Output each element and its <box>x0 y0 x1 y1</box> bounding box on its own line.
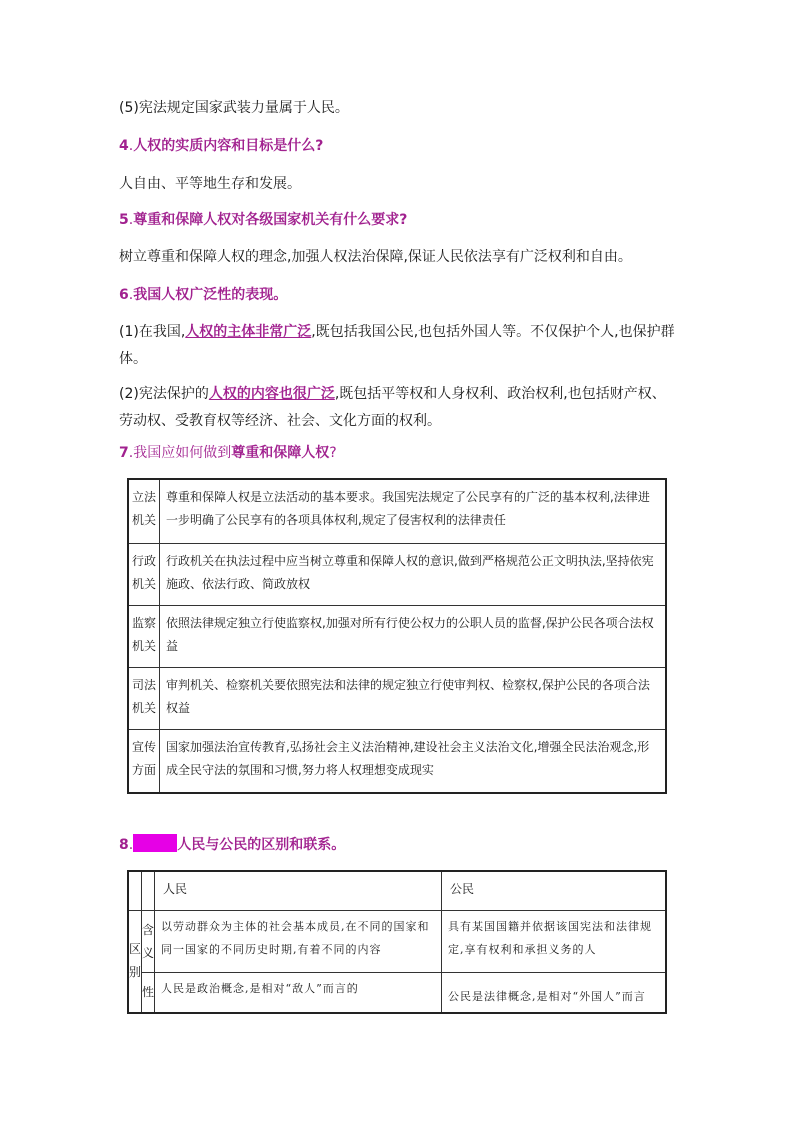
question-6 <box>119 282 679 309</box>
answer-suffix: ,既包括平等权和人身权利、政治权利,也包括财产权、劳动权、受教育权等经济、社会、文化方面的权利。 <box>119 386 666 429</box>
table-cell-value: 行政机关在执法过程中应当树立尊重和保障人权的意识,做到严格规范公正文明执法,坚持依宪施政、依法行政、简政放权 <box>160 543 667 605</box>
question-4 <box>119 133 679 160</box>
answer-6-1 <box>119 319 679 373</box>
table-cell-key: 宣传方面 <box>128 729 160 793</box>
people-citizen-table <box>127 870 667 1014</box>
answer-5: 树立尊重和保障人权的理念,加强人权法治保障,保证人民依法享有广泛权利和自由。 <box>119 249 632 265</box>
question-text: 人民与公民的区别和联系。 <box>177 837 346 853</box>
underlined-key-phrase: 人权的主体非常广泛 <box>185 324 312 340</box>
question-text-b: 尊重和保障人权 <box>231 445 330 461</box>
table-row <box>128 667 666 729</box>
question-text-c: ? <box>329 445 337 461</box>
answer-prefix: (2)宪法保护的 <box>119 386 209 402</box>
question-7 <box>119 440 679 467</box>
question-number: 4 <box>119 138 129 154</box>
highlight-mark <box>133 834 177 852</box>
question-number: 6 <box>119 287 129 303</box>
table-cell-people: 以劳动群众为主体的社会基本成员,在不同的国家和同一国家的不同历史时期,有着不同的内容 <box>155 911 442 973</box>
table-corner-cell <box>142 871 155 911</box>
table-cell-citizen: 公民是法律概念,是相对“外国人”而言 <box>442 973 666 1013</box>
question-text: 我国人权广泛性的表现。 <box>133 287 288 303</box>
column-header-citizen: 公民 <box>442 871 666 911</box>
table-corner-cell <box>128 871 142 911</box>
question-5 <box>119 207 679 234</box>
question-text: 人权的实质内容和目标是什么? <box>133 138 324 154</box>
question-text-a: 我国应如何做到 <box>133 445 232 461</box>
table-cell-key: 行政机关 <box>128 543 160 605</box>
table-row <box>128 479 666 543</box>
table-row <box>128 911 666 973</box>
table-cell-key: 监察机关 <box>128 605 160 667</box>
table-cell-value: 审判机关、检察机关要依照宪法和法律的规定独立行使审判权、检察权,保护公民的各项合法权益 <box>160 667 667 729</box>
table-header-row <box>128 871 666 911</box>
question-dot: . <box>128 138 134 154</box>
question-dot: . <box>128 287 134 303</box>
organs-requirements-table <box>127 478 667 794</box>
question-dot: . <box>128 837 134 853</box>
table-cell-key: 司法机关 <box>128 667 160 729</box>
table-row <box>128 543 666 605</box>
column-header-people: 人民 <box>155 871 442 911</box>
question-dot: . <box>128 445 134 461</box>
question-dot: . <box>128 212 134 228</box>
table-cell-key: 立法机关 <box>128 479 160 543</box>
question-text: 尊重和保障人权对各级国家机关有什么要求? <box>133 212 408 228</box>
question-number: 8 <box>119 837 129 853</box>
answer-4: 人自由、平等地生存和发展。 <box>119 176 301 192</box>
answer-prefix: (1)在我国, <box>119 324 186 340</box>
row-label: 性 <box>142 973 155 1013</box>
question-number: 7 <box>119 445 129 461</box>
answer-suffix: ,既包括我国公民,也包括外国人等。不仅保护个人,也保护群体。 <box>119 324 675 367</box>
table-row <box>128 729 666 793</box>
row-group-label: 区别 <box>128 911 142 1013</box>
row-label: 含义 <box>142 911 155 973</box>
underlined-key-phrase: 人权的内容也很广泛 <box>208 386 335 402</box>
question-8 <box>119 832 679 859</box>
table-cell-value: 国家加强法治宣传教育,弘扬社会主义法治精神,建设社会主义法治文化,增强全民法治观念,形成全民守法的氛围和习惯,努力将人权理想变成现实 <box>160 729 667 793</box>
table-row <box>128 973 666 1013</box>
table-cell-citizen: 具有某国国籍并依据该国宪法和法律规定,享有权利和承担义务的人 <box>442 911 666 973</box>
table-cell-people: 人民是政治概念,是相对“敌人”而言的 <box>155 973 442 1013</box>
answer-6-2 <box>119 381 679 435</box>
table-cell-value: 尊重和保障人权是立法活动的基本要求。我国宪法规定了公民享有的广泛的基本权利,法律进一步明确了公民享有的各项具体权利,规定了侵害权利的法律责任 <box>160 479 667 543</box>
table-cell-value: 依照法律规定独立行使监察权,加强对所有行使公权力的公职人员的监督,保护公民各项合法权益 <box>160 605 667 667</box>
question-number: 5 <box>119 212 129 228</box>
paragraph-point-5: (5)宪法规定国家武装力量属于人民。 <box>119 100 349 116</box>
table-row <box>128 605 666 667</box>
